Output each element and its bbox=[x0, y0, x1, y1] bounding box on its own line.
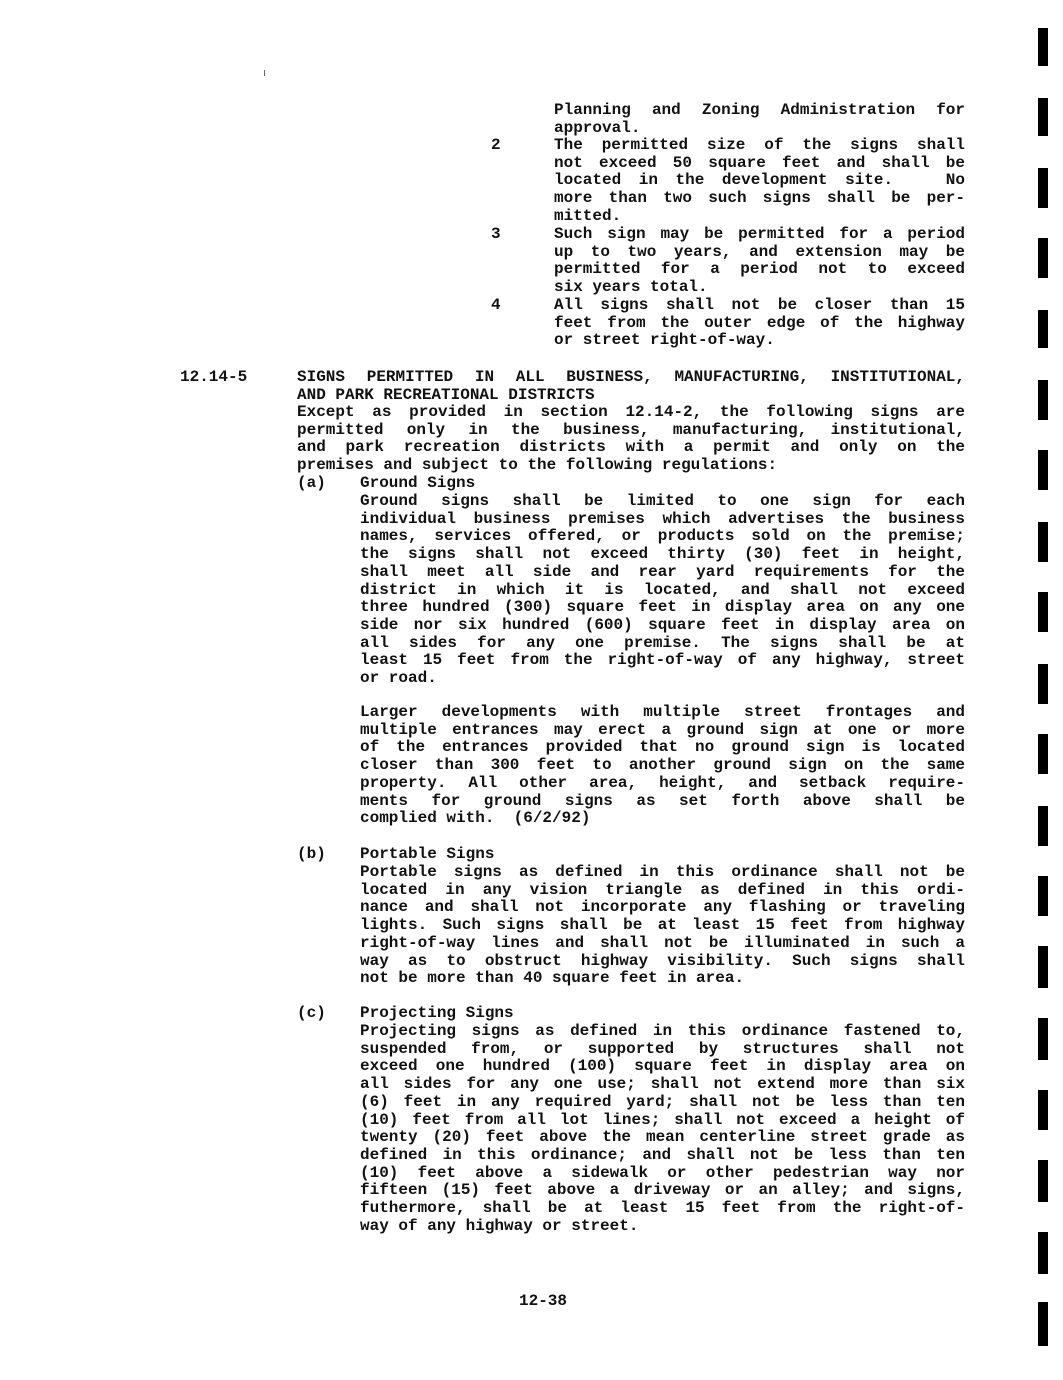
list-item-number: 2 bbox=[491, 136, 501, 154]
text-line: lights. Such signs shall be at least 15 feet from highway bbox=[360, 916, 965, 935]
text-line: least 15 feet from the right-of-way of any highway, street bbox=[360, 651, 965, 670]
list-item bbox=[554, 297, 965, 350]
text-line: or street right-of-way. bbox=[554, 331, 775, 350]
subsection-title: Projecting Signs bbox=[360, 1004, 514, 1022]
section-intro bbox=[297, 404, 965, 475]
text-line: All signs shall not be closer than 15 bbox=[554, 296, 965, 314]
text-line: Larger developments with multiple street frontages and bbox=[360, 703, 965, 721]
text-line: side nor six hundred (600) square feet in display area on bbox=[360, 615, 965, 634]
text-line: closer than 300 feet to another ground sign on the same bbox=[360, 756, 965, 775]
text-line: feet from the outer edge of the highway bbox=[554, 313, 965, 332]
scan-mark bbox=[1038, 310, 1048, 348]
scan-mark bbox=[1038, 1018, 1048, 1060]
text-line: up to two years, and extension may be bbox=[554, 242, 965, 261]
text-line: way of any highway or street. bbox=[360, 1216, 639, 1235]
subsection-paragraph bbox=[360, 493, 965, 688]
text-line: or road. bbox=[360, 669, 437, 688]
scan-mark bbox=[1038, 806, 1048, 846]
scan-mark bbox=[1038, 380, 1048, 420]
text-line: mitted. bbox=[554, 206, 622, 225]
scan-mark bbox=[1038, 946, 1048, 988]
text-line: Planning and Zoning Administration for bbox=[554, 101, 965, 119]
scan-mark bbox=[264, 70, 265, 76]
text-line: located in any vision triangle as defined in this ordi- bbox=[360, 880, 965, 899]
subsection-label: (c) bbox=[297, 1004, 326, 1022]
scan-mark bbox=[1038, 876, 1048, 916]
text-line: the signs shall not exceed thirty (30) feet in height, bbox=[360, 545, 965, 564]
text-line: Such sign may be permitted for a period bbox=[554, 225, 965, 243]
text-line: all sides for any one use; shall not extend more than six bbox=[360, 1075, 965, 1094]
text-line: fifteen (15) feet above a driveway or an alley; and signs, bbox=[360, 1181, 965, 1200]
section-number: 12.14-5 bbox=[180, 368, 248, 386]
text-line: Except as provided in section 12.14-2, the following signs are bbox=[297, 403, 965, 421]
text-line: approval. bbox=[554, 118, 641, 137]
scan-mark bbox=[1038, 734, 1048, 774]
list-item bbox=[554, 137, 965, 226]
scan-mark bbox=[1038, 1302, 1048, 1346]
text-line: nance and shall not incorporate any flashing or traveling bbox=[360, 898, 965, 917]
heading-line: AND PARK RECREATIONAL DISTRICTS bbox=[297, 385, 595, 404]
text-line: of the entrances provided that no ground sign is located bbox=[360, 738, 965, 757]
text-line: three hundred (300) square feet in display area on any one bbox=[360, 598, 965, 617]
scan-mark bbox=[1038, 1160, 1048, 1202]
text-line: (6) feet in any required yard; shall not be less than ten bbox=[360, 1092, 965, 1111]
text-line: permitted only in the business, manufacturing, institutional, bbox=[297, 420, 965, 439]
text-line: not exceed 50 square feet and shall be bbox=[554, 153, 965, 172]
scan-mark bbox=[1038, 592, 1048, 632]
text-line: located in the development site. No bbox=[554, 171, 965, 190]
scan-mark bbox=[1038, 1090, 1048, 1130]
text-line: twenty (20) feet above the mean centerline street grade as bbox=[360, 1128, 965, 1147]
subsection-label: (a) bbox=[297, 474, 326, 492]
text-line: names, services offered, or products sold on the premise; bbox=[360, 527, 965, 546]
text-line: (10) feet above a sidewalk or other pedestrian way nor bbox=[360, 1163, 965, 1182]
list-item bbox=[554, 226, 965, 297]
scan-mark bbox=[1038, 98, 1048, 136]
text-line: Portable signs as defined in this ordinance shall not be bbox=[360, 863, 965, 881]
text-line: Ground signs shall be limited to one sign for each bbox=[360, 492, 965, 510]
scan-mark bbox=[1038, 664, 1048, 704]
text-line: defined in this ordinance; and shall not be less than ten bbox=[360, 1145, 965, 1164]
text-line: individual business premises which advertises the business bbox=[360, 509, 965, 528]
text-line: ments for ground signs as set forth above shall be bbox=[360, 791, 965, 810]
scan-mark bbox=[1038, 1232, 1048, 1274]
text-line: more than two such signs shall be per- bbox=[554, 189, 965, 208]
text-line: exceed one hundred (100) square feet in display area on bbox=[360, 1057, 965, 1076]
text-line: futhermore, shall be at least 15 feet from the right-of- bbox=[360, 1199, 965, 1218]
text-line: multiple entrances may erect a ground sign at one or more bbox=[360, 720, 965, 739]
scan-mark bbox=[1038, 522, 1048, 562]
scan-mark bbox=[1038, 238, 1048, 278]
list-item-number: 4 bbox=[491, 296, 501, 314]
subsection-title: Ground Signs bbox=[360, 474, 476, 492]
text-line: six years total. bbox=[554, 278, 708, 297]
subsection-paragraph bbox=[360, 1023, 965, 1235]
text-line: right-of-way lines and shall not be illuminated in such a bbox=[360, 933, 965, 952]
text-line: complied with. (6/2/92) bbox=[360, 809, 591, 828]
subsection-label: (b) bbox=[297, 845, 326, 863]
scan-mark bbox=[1038, 450, 1048, 490]
list-item-number: 3 bbox=[491, 225, 501, 243]
subsection-paragraph bbox=[360, 864, 965, 988]
text-line: shall meet all side and rear yard requirements for the bbox=[360, 562, 965, 581]
text-line: all sides for any one premise. The signs shall be at bbox=[360, 633, 965, 652]
heading-line: SIGNS PERMITTED IN ALL BUSINESS, MANUFACTURING, INSTITUTIONAL, bbox=[297, 368, 965, 386]
page-number: 12-38 bbox=[519, 1292, 568, 1310]
text-line: The permitted size of the signs shall bbox=[554, 136, 965, 154]
subsection-paragraph bbox=[360, 704, 965, 828]
text-line: (10) feet from all lot lines; shall not exceed a height of bbox=[360, 1110, 965, 1129]
text-line: way as to obstruct highway visibility. Such signs shall bbox=[360, 951, 965, 970]
text-line: and park recreation districts with a permit and only on the bbox=[297, 438, 965, 457]
section-heading bbox=[297, 369, 965, 404]
text-line: suspended from, or supported by structures shall not bbox=[360, 1039, 965, 1058]
scan-mark bbox=[1038, 168, 1048, 208]
text-line: property. All other area, height, and setback require- bbox=[360, 773, 965, 792]
subsection-title: Portable Signs bbox=[360, 845, 495, 863]
text-line: not be more than 40 square feet in area. bbox=[360, 969, 745, 988]
text-line: premises and subject to the following regulations: bbox=[297, 456, 778, 475]
top-list-intro bbox=[554, 102, 965, 137]
text-line: district in which it is located, and shall not exceed bbox=[360, 580, 965, 599]
text-line: permitted for a period not to exceed bbox=[554, 260, 965, 279]
scan-mark bbox=[1038, 28, 1048, 66]
text-line: Projecting signs as defined in this ordinance fastened to, bbox=[360, 1022, 965, 1040]
